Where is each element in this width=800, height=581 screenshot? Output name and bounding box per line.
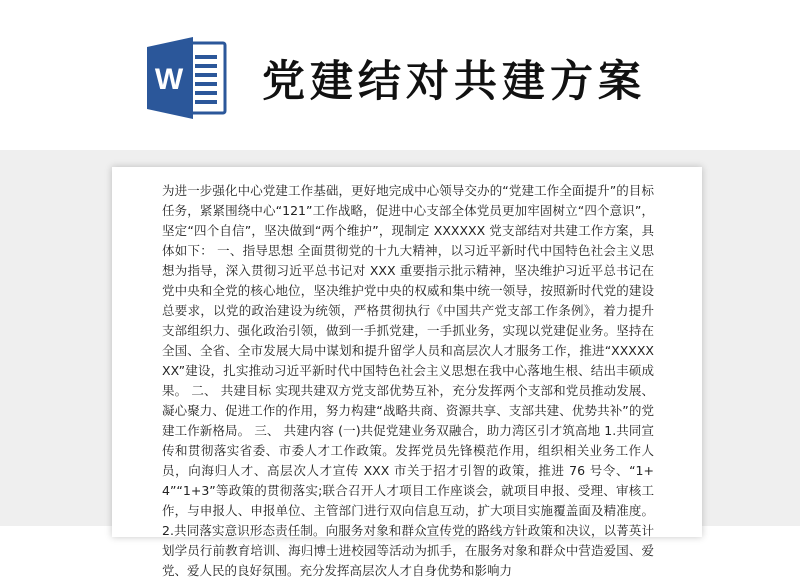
word-icon-letter: W — [154, 63, 184, 96]
document-page — [112, 167, 702, 578]
document-title: 党建结对共建方案 — [262, 57, 646, 107]
document-body-text: 为进一步强化中心党建工作基础，更好地完成中心领导交办的“党建工作全面提升”的目标任务，紧紧围绕中心“121”工作战略，促进中心支部全体党员更加牢固树立“四个意识”，坚定“四个自信”，坚决做到“两个维护”，现制定 XXXXXX 党支部结对共建工作方案，具体如下： 一、指导思想 全面贯彻党的十九大精神，以习近平新时代中国特色社会主义思想为指导，深入贯彻习近平总书记对 XXX 重要指示批示精神，坚决维护习近平总书记在党中央和全党的核心地位，坚决维护党中央的权威和集中统一领导，按照新时代党的建设总要求，以党的政治建设为统领，严格贯彻执行《中国共产党支部工作条例》，着力提升支部组织力、强化政治引领，做到一手抓党建，一手抓业务，实现以党建促业务。坚持在全国、全省、全市发展大局中谋划和提升留学人员和高层次人才服务工作，推进“XXXXXXX”建设，扎实推动习近平新时代中国特色社会主义思想在我中心落地生根、结出丰硕成果。 二、 共建目标 实现共建双方党支部优势互补，充分发挥两个支部和党员推动发展、凝心聚力、促进工作的作用，努力构建“战略共商、资源共享、支部共建、优势共补”的党建工作新格局。 三、 共建内容 (一)共促党建业务双融合，助力湾区引才筑高地 1.共同宣传和贯彻落实省委、市委人才工作政策。发挥党员先锋模范作用，组织相关业务工作人员，向海归人才、高层次人才宣传 XXX 市关于招才引智的政策，推进 76 号令、“1+4”“1+3”等政策的贯彻落实;联合召开人才项目工作座谈会，就项目申报、受理、审核工作，与申报人、申报单位、主管部门进行双向信息互动，扩大项目实施覆盖面及精准度。 2.共同落实意识形态责任制。向服务对象和群众宣传党的路线方针政策和决议，以菁英计划学员行前教育培训、海归博士进校园等活动为抓手，在服务对象和群众中营造爱国、爱党、爱人民的良好氛围。充分发挥高层次人才自身优势和影响力 — [162, 183, 654, 578]
header-band — [0, 0, 800, 150]
word-document-icon — [147, 33, 229, 123]
